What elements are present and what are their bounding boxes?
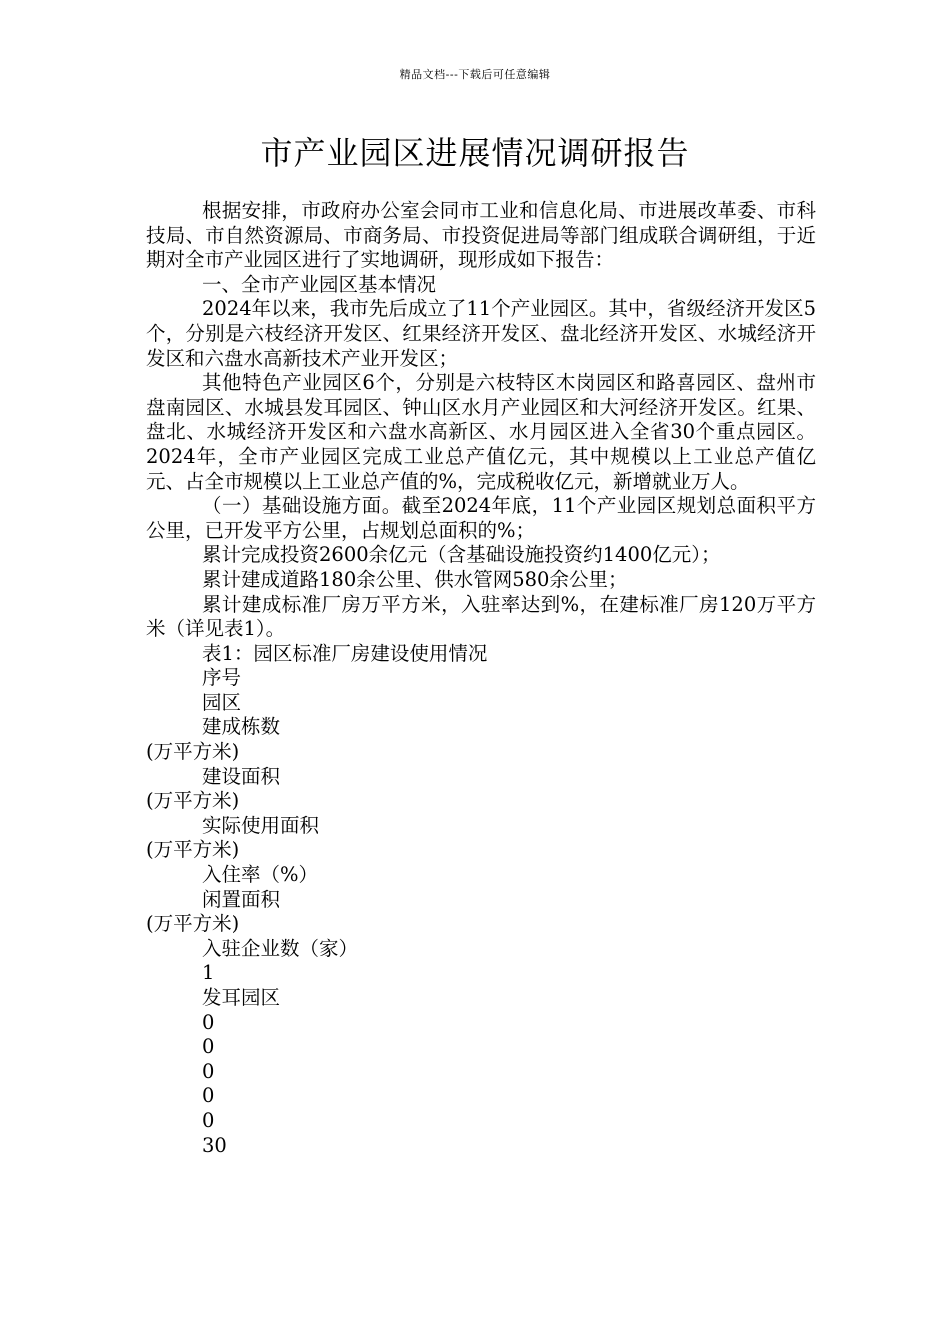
intro-paragraph: 根据安排，市政府办公室会同市工业和信息化局、市进展改革委、市科技局、市自然资源局、市商务局、市投资促进局等部门组成联合调研组，于近期对全市产业园区进行了实地调研，现形成如下报告： [146,199,816,272]
table-header-no: 序号 [202,666,242,690]
table-header-idle-area-unit: (万平方米) [146,912,240,936]
table-cell-enterprises: 30 [202,1133,227,1157]
section-heading: 一、全市产业园区基本情况 [202,272,437,296]
body-paragraph: 累计建成标准厂房万平方米，入驻率达到%，在建标准厂房120万平方米（详见表1）。 [146,592,816,641]
table-cell-built-area: 0 [202,1035,215,1059]
table-cell-idle-area: 0 [202,1108,215,1132]
body-paragraph: 其他特色产业园区6个，分别是六枝特区木岗园区和路喜园区、盘州市盘南园区、水城县发耳园区、钟山区水月产业园区和大河经济开发区。红果、盘北、水城经济开发区和六盘水高新区、水月园区进入全省30个重点园区。2024年，全市产业园区完成工业总产值亿元，其中规模以上工业总产值亿元、占全市规模以上工业总产值的%，完成税收亿元，新增就业万人。 [146,371,816,493]
document-header-note: 精品文档---下载后可任意编辑 [399,68,551,81]
body-paragraph: 累计完成投资2600余亿元（含基础设施投资约1400亿元）； [202,543,721,567]
table-header-built-area: 建设面积 [202,764,281,788]
table-header-buildings: 建成栋数 [202,715,281,739]
table-header-enterprises: 入驻企业数（家） [202,936,359,960]
body-paragraph: 累计建成道路180余公里、供水管网580余公里； [202,567,628,591]
table-cell-occupancy: 0 [202,1084,215,1108]
table-cell-park: 发耳园区 [202,986,281,1009]
document-body [146,199,816,1158]
table-cell-used-area: 0 [202,1059,215,1083]
table-header-park: 园区 [202,690,242,714]
table-header-buildings-unit: (万平方米) [146,740,240,764]
table-header-occupancy: 入住率（%） [202,863,319,887]
table-caption: 表1：园区标准厂房建设使用情况 [202,641,488,665]
table-cell-no: 1 [202,961,215,985]
table-header-built-area-unit: (万平方米) [146,789,240,813]
table-header-idle-area: 闲置面积 [202,887,281,911]
document-title: 市产业园区进展情况调研报告 [260,134,690,172]
table-header-used-area: 实际使用面积 [202,813,320,837]
body-paragraph: （一）基础设施方面。截至2024年底，11个产业园区规划总面积平方公里，已开发平方公里，占规划总面积的%； [146,494,816,542]
table-cell-buildings: 0 [202,1010,215,1034]
table-header-used-area-unit: (万平方米) [146,838,240,862]
body-paragraph: 2024年以来，我市先后成立了11个产业园区。其中，省级经济开发区5个，分别是六枝经济开发区、红果经济开发区、盘北经济开发区、水城经济开发区和六盘水高新技术产业开发区； [146,297,816,370]
